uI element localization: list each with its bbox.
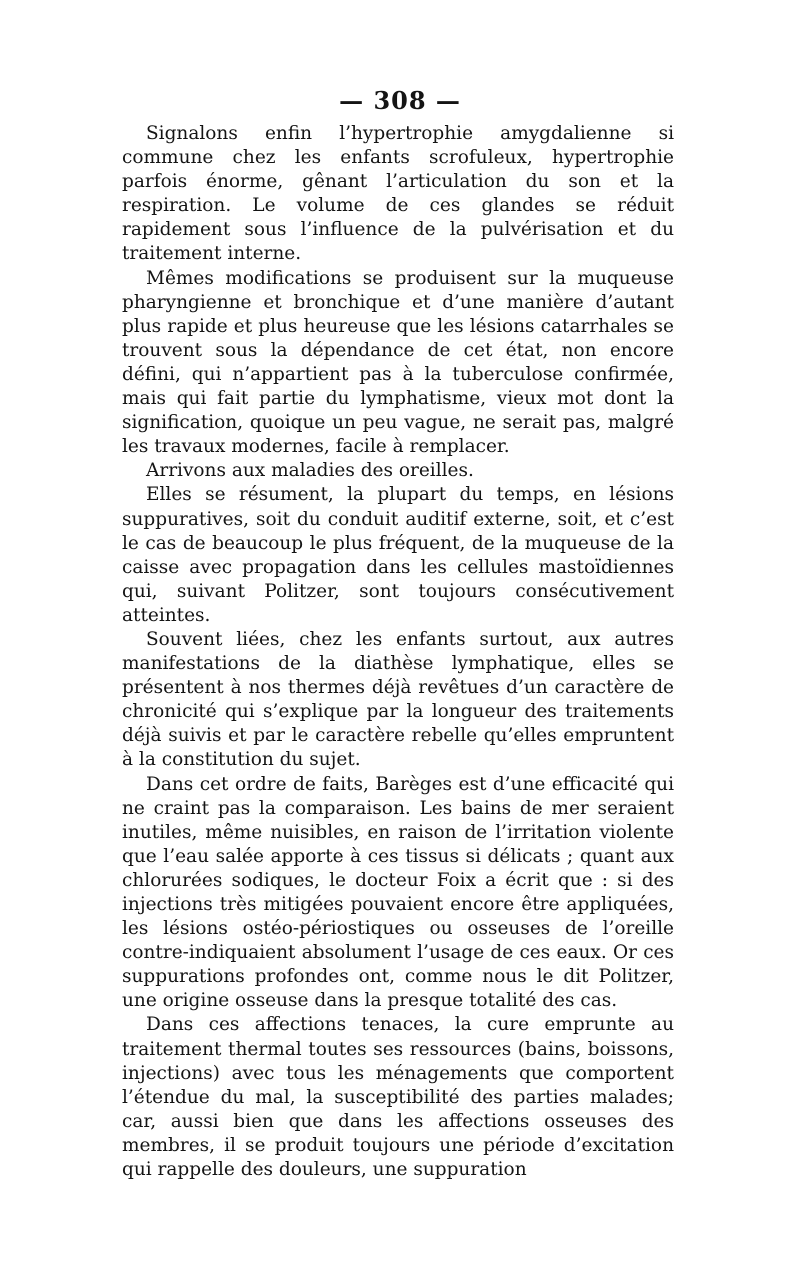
paragraph-bareges-efficacy: Dans cet ordre de faits, Barèges est d’une efficacité qui ne craint pas la comparaison. Les bains de mer seraient inutiles, même nuisibles, en raison de l’irritation violente que l’eau salée apporte à ces tissus si délicats ; quant aux chlorurées sodiques, le docteur Foix a écrit que : si des injections très mitigées pouvaient encore être appliquées, les lésions ostéo-périostiques ou osseuses de l’oreille contre-indiquaient absolument l’usage de ces eaux. Or ces suppurations profondes ont, comme nous le dit Politzer, une origine osseuse dans la presque totalité des cas. <box>122 773 674 1012</box>
paragraph-lymphatic-diathesis: Souvent liées, chez les enfants surtout, aux autres manifestations de la diathèse lymphatique, elles se présentent à nos thermes déjà revêtues d’un caractère de chronicité qui s’explique par la longueur des traitements déjà suivis et par le caractère rebelle qu’elles empruntent à la constitution du sujet. <box>122 628 674 771</box>
paragraph-suppurative-lesions: Elles se résument, la plupart du temps, en lésions suppuratives, soit du conduit auditif externe, soit, et c’est le cas de beaucoup le plus fréquent, de la muqueuse de la caisse avec propagation dans les cellules mastoïdiennes qui, suivant Politzer, sont toujours consécutivement atteintes. <box>122 484 674 626</box>
paragraph-thermal-cure: Dans ces affections tenaces, la cure emprunte au traitement thermal toutes ses ressources (bains, boissons, injections) avec tous les ménagements que comportent l’étendue du mal, la susceptibilité des parties malades; car, aussi bien que dans les affections osseuses des membres, il se produit toujours une période d’excitation qui rappelle des douleurs, une suppuration <box>122 1014 674 1181</box>
page-number: — 308 — <box>339 86 461 115</box>
page-body <box>122 122 674 1182</box>
paragraph-ear-diseases-intro: Arrivons aux maladies des oreilles. <box>146 460 474 482</box>
paragraph-mucosa-lymphatism: Mêmes modifications se produisent sur la muqueuse pharyngienne et bronchique et d’une manière d’autant plus rapide et plus heureuse que les lésions catarrhales se trouvent sous la dépendance de cet état, non encore défini, qui n’appartient pas à la tuberculose confirmée, mais qui fait partie du lymphatisme, vieux mot dont la signification, quoique un peu vague, ne serait pas, malgré les travaux modernes, facile à remplacer. <box>122 267 674 458</box>
paragraph-tonsil-hypertrophy: Signalons enfin l’hypertrophie amygdalienne si commune chez les enfants scrofuleux, hypertrophie parfois énorme, gênant l’articulation du son et la respiration. Le volume de ces glandes se réduit rapidement sous l’influence de la pulvérisation et du traitement interne. <box>122 123 674 265</box>
